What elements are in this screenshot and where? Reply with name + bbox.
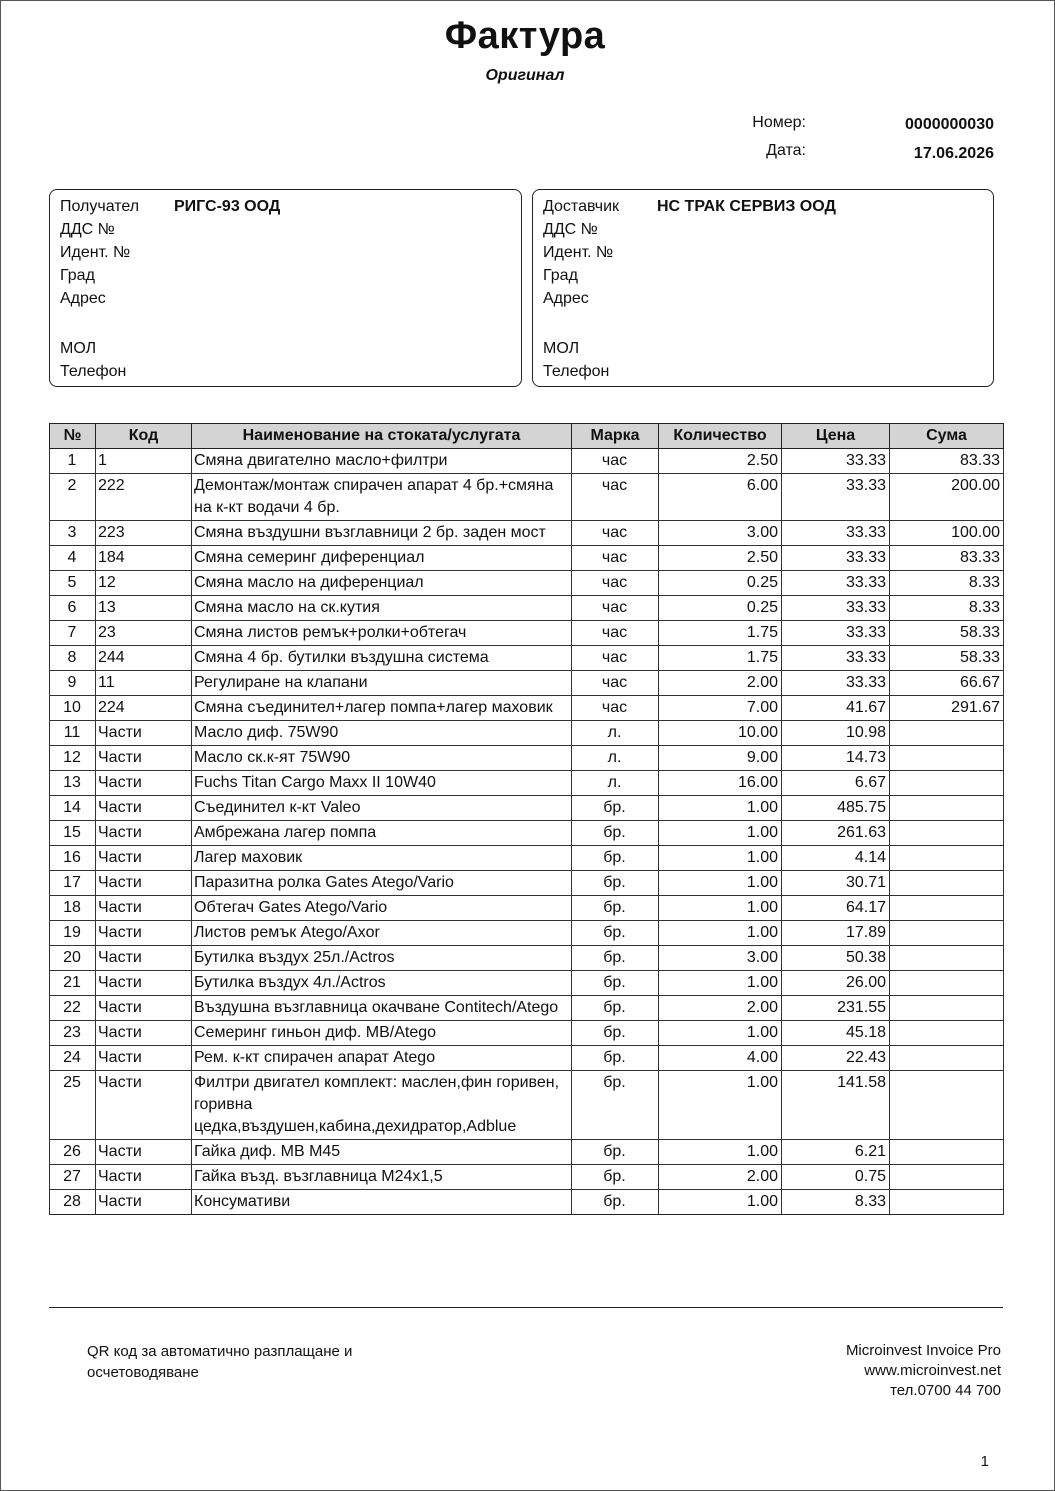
invoice-date: 17.06.2026 (913, 145, 994, 162)
row-quantity: 1.00 (659, 1140, 782, 1165)
row-name: Амбрежана лагер помпа (192, 821, 572, 846)
row-price: 17.89 (782, 921, 890, 946)
items-table (49, 423, 1004, 1215)
row-quantity: 2.00 (659, 671, 782, 696)
row-quantity: 1.00 (659, 821, 782, 846)
row-code: 13 (96, 596, 192, 621)
row-unit: бр. (572, 996, 659, 1021)
table-row (50, 646, 1004, 671)
table-row (50, 596, 1004, 621)
row-number: 21 (50, 971, 96, 996)
row-quantity: 0.25 (659, 596, 782, 621)
row-quantity: 6.00 (659, 474, 782, 521)
recipient-box (49, 189, 522, 387)
row-sum (890, 896, 1004, 921)
row-code: 11 (96, 671, 192, 696)
header-price: Цена (782, 424, 890, 449)
row-quantity: 1.00 (659, 1021, 782, 1046)
header-no: № (50, 424, 96, 449)
row-price: 64.17 (782, 896, 890, 921)
row-code: Части (96, 1165, 192, 1190)
row-sum (890, 1071, 1004, 1140)
row-sum: 8.33 (890, 596, 1004, 621)
row-quantity: 2.00 (659, 996, 782, 1021)
vendor-website: www.microinvest.net (864, 1362, 1001, 1379)
table-row (50, 846, 1004, 871)
row-sum (890, 821, 1004, 846)
row-price: 6.21 (782, 1140, 890, 1165)
row-unit: л. (572, 771, 659, 796)
row-name: Листов ремък Atego/Axor (192, 921, 572, 946)
row-price: 50.38 (782, 946, 890, 971)
row-number: 2 (50, 474, 96, 521)
row-quantity: 1.75 (659, 621, 782, 646)
supplier-vat-label: ДДС № (543, 221, 598, 238)
row-unit: час (572, 671, 659, 696)
row-price: 22.43 (782, 1046, 890, 1071)
row-name: Съединител к-кт Valeo (192, 796, 572, 821)
row-quantity: 3.00 (659, 946, 782, 971)
row-number: 7 (50, 621, 96, 646)
row-sum (890, 921, 1004, 946)
table-row (50, 621, 1004, 646)
row-number: 8 (50, 646, 96, 671)
row-price: 6.67 (782, 771, 890, 796)
row-quantity: 2.50 (659, 449, 782, 474)
row-number: 16 (50, 846, 96, 871)
row-sum (890, 996, 1004, 1021)
row-unit: бр. (572, 1140, 659, 1165)
row-number: 25 (50, 1071, 96, 1140)
row-name: Паразитна ролка Gates Atego/Vario (192, 871, 572, 896)
row-name: Смяна листов ремък+ролки+обтегач (192, 621, 572, 646)
row-number: 15 (50, 821, 96, 846)
row-unit: л. (572, 721, 659, 746)
row-unit: бр. (572, 846, 659, 871)
row-unit: бр. (572, 921, 659, 946)
row-sum (890, 871, 1004, 896)
table-row (50, 996, 1004, 1021)
row-price: 8.33 (782, 1190, 890, 1215)
row-number: 10 (50, 696, 96, 721)
row-unit: бр. (572, 796, 659, 821)
table-row (50, 1046, 1004, 1071)
row-number: 4 (50, 546, 96, 571)
row-code: 222 (96, 474, 192, 521)
row-number: 9 (50, 671, 96, 696)
supplier-id-label: Идент. № (543, 244, 614, 261)
row-quantity: 3.00 (659, 521, 782, 546)
row-name: Смяна двигателно масло+филтри (192, 449, 572, 474)
row-unit: час (572, 546, 659, 571)
row-price: 41.67 (782, 696, 890, 721)
row-name: Демонтаж/монтаж спирачен апарат 4 бр.+смяна на к-кт водачи 4 бр. (192, 474, 572, 521)
row-name: Масло ск.к-ят 75W90 (192, 746, 572, 771)
recipient-id-label: Идент. № (60, 244, 131, 261)
row-quantity: 4.00 (659, 1046, 782, 1071)
page-number: 1 (980, 1453, 989, 1470)
row-unit: бр. (572, 971, 659, 996)
table-row (50, 571, 1004, 596)
row-code: Части (96, 1140, 192, 1165)
recipient-city-label: Град (60, 267, 95, 284)
row-number: 26 (50, 1140, 96, 1165)
row-unit: л. (572, 746, 659, 771)
row-code: 184 (96, 546, 192, 571)
row-unit: час (572, 474, 659, 521)
table-row (50, 521, 1004, 546)
row-number: 18 (50, 896, 96, 921)
row-name: Филтри двигател комплект: маслен,фин горивен, горивна цедка,въздушен,кабина,дехидратор,Adblue (192, 1071, 572, 1140)
row-price: 33.33 (782, 621, 890, 646)
row-price: 141.58 (782, 1071, 890, 1140)
row-code: Части (96, 771, 192, 796)
row-code: Части (96, 821, 192, 846)
row-sum (890, 846, 1004, 871)
row-number: 19 (50, 921, 96, 946)
row-price: 261.63 (782, 821, 890, 846)
table-row (50, 896, 1004, 921)
supplier-mol-label: МОЛ (543, 340, 580, 357)
supplier-box (532, 189, 994, 387)
row-quantity: 1.00 (659, 1071, 782, 1140)
row-quantity: 1.00 (659, 846, 782, 871)
row-code: Части (96, 721, 192, 746)
row-sum (890, 1140, 1004, 1165)
row-code: Части (96, 796, 192, 821)
row-unit: бр. (572, 821, 659, 846)
row-unit: бр. (572, 1021, 659, 1046)
row-unit: час (572, 646, 659, 671)
document-subtitle: Оригинал (485, 67, 565, 84)
row-number: 11 (50, 721, 96, 746)
row-unit: бр. (572, 1046, 659, 1071)
recipient-label: Получател (60, 198, 140, 215)
row-sum: 58.33 (890, 646, 1004, 671)
row-name: Обтегач Gates Atego/Vario (192, 896, 572, 921)
row-sum (890, 1165, 1004, 1190)
row-name: Семеринг гиньон диф. MB/Atego (192, 1021, 572, 1046)
supplier-phone-label: Телефон (543, 363, 610, 380)
row-name: Смяна въздушни възглавници 2 бр. заден мост (192, 521, 572, 546)
row-quantity: 1.00 (659, 896, 782, 921)
row-code: Части (96, 996, 192, 1021)
row-sum (890, 1190, 1004, 1215)
row-code: Части (96, 846, 192, 871)
header-sum: Сума (890, 424, 1004, 449)
row-code: 23 (96, 621, 192, 646)
row-unit: бр. (572, 1190, 659, 1215)
row-quantity: 9.00 (659, 746, 782, 771)
row-unit: час (572, 621, 659, 646)
table-row (50, 474, 1004, 521)
recipient-address-label: Адрес (60, 290, 106, 307)
table-row (50, 696, 1004, 721)
row-number: 22 (50, 996, 96, 1021)
row-number: 12 (50, 746, 96, 771)
supplier-city-label: Град (543, 267, 578, 284)
row-quantity: 2.50 (659, 546, 782, 571)
header-name: Наименование на стоката/услугата (192, 424, 572, 449)
row-sum: 291.67 (890, 696, 1004, 721)
row-price: 33.33 (782, 546, 890, 571)
row-quantity: 1.00 (659, 921, 782, 946)
row-name: Бутилка въздух 25л./Actros (192, 946, 572, 971)
row-quantity: 7.00 (659, 696, 782, 721)
vendor-product: Microinvest Invoice Pro (845, 1342, 1001, 1359)
table-row (50, 771, 1004, 796)
row-code: 1 (96, 449, 192, 474)
row-sum: 83.33 (890, 449, 1004, 474)
table-row (50, 946, 1004, 971)
row-sum (890, 771, 1004, 796)
table-row (50, 546, 1004, 571)
items-body (50, 449, 1004, 1215)
row-unit: бр. (572, 871, 659, 896)
row-unit: час (572, 449, 659, 474)
row-number: 20 (50, 946, 96, 971)
row-sum: 100.00 (890, 521, 1004, 546)
supplier-label: Доставчик (543, 198, 620, 215)
row-number: 23 (50, 1021, 96, 1046)
supplier-name: НС ТРАК СЕРВИЗ ООД (657, 198, 836, 215)
row-name: Гайка диф. MB M45 (192, 1140, 572, 1165)
vendor-info (846, 1341, 1001, 1401)
supplier-address-label: Адрес (543, 290, 589, 307)
row-price: 45.18 (782, 1021, 890, 1046)
table-header-row (50, 424, 1004, 449)
row-price: 33.33 (782, 474, 890, 521)
table-row (50, 921, 1004, 946)
invoice-number-label: Номер: (752, 114, 806, 131)
row-quantity: 1.00 (659, 1190, 782, 1215)
row-name: Смяна съединител+лагер помпа+лагер маховик (192, 696, 572, 721)
table-row (50, 1021, 1004, 1046)
row-number: 24 (50, 1046, 96, 1071)
row-name: Смяна семеринг диференциал (192, 546, 572, 571)
header-quantity: Количество (659, 424, 782, 449)
row-code: 12 (96, 571, 192, 596)
vendor-phone: тел.0700 44 700 (890, 1382, 1001, 1399)
header-code: Код (96, 424, 192, 449)
row-sum (890, 1046, 1004, 1071)
row-name: Гайка възд. възглавница M24x1,5 (192, 1165, 572, 1190)
recipient-mol-label: МОЛ (60, 340, 97, 357)
table-row (50, 1140, 1004, 1165)
row-sum: 83.33 (890, 546, 1004, 571)
row-sum: 58.33 (890, 621, 1004, 646)
row-code: 244 (96, 646, 192, 671)
row-price: 33.33 (782, 596, 890, 621)
row-name: Регулиране на клапани (192, 671, 572, 696)
recipient-phone-label: Телефон (60, 363, 127, 380)
row-number: 17 (50, 871, 96, 896)
row-quantity: 1.00 (659, 871, 782, 896)
table-row (50, 746, 1004, 771)
row-name: Масло диф. 75W90 (192, 721, 572, 746)
row-name: Консумативи (192, 1190, 572, 1215)
row-code: Части (96, 946, 192, 971)
table-row (50, 871, 1004, 896)
row-price: 0.75 (782, 1165, 890, 1190)
table-row (50, 796, 1004, 821)
row-number: 27 (50, 1165, 96, 1190)
table-row (50, 971, 1004, 996)
row-code: 223 (96, 521, 192, 546)
recipient-vat-label: ДДС № (60, 221, 115, 238)
row-sum (890, 1021, 1004, 1046)
row-code: 224 (96, 696, 192, 721)
row-name: Fuchs Titan Cargo Maxx II 10W40 (192, 771, 572, 796)
row-price: 33.33 (782, 671, 890, 696)
row-code: Части (96, 1071, 192, 1140)
invoice-number: 0000000030 (905, 116, 994, 133)
row-unit: бр. (572, 1071, 659, 1140)
row-code: Части (96, 1190, 192, 1215)
row-quantity: 16.00 (659, 771, 782, 796)
row-code: Части (96, 746, 192, 771)
row-unit: час (572, 596, 659, 621)
table-row (50, 1190, 1004, 1215)
qr-caption: QR код за автоматично разплащане и осчетоводяване (87, 1343, 353, 1381)
row-quantity: 10.00 (659, 721, 782, 746)
row-price: 33.33 (782, 449, 890, 474)
row-name: Въздушна възглавница окачване Contitech/Atego (192, 996, 572, 1021)
row-sum (890, 721, 1004, 746)
row-code: Части (96, 871, 192, 896)
table-row (50, 1071, 1004, 1140)
row-number: 3 (50, 521, 96, 546)
row-sum (890, 746, 1004, 771)
row-unit: бр. (572, 1165, 659, 1190)
row-price: 33.33 (782, 571, 890, 596)
footer-divider (49, 1307, 1003, 1308)
row-code: Части (96, 921, 192, 946)
row-quantity: 0.25 (659, 571, 782, 596)
row-name: Смяна масло на ск.кутия (192, 596, 572, 621)
row-name: Лагер маховик (192, 846, 572, 871)
row-price: 231.55 (782, 996, 890, 1021)
row-code: Части (96, 896, 192, 921)
row-unit: час (572, 696, 659, 721)
row-code: Части (96, 1046, 192, 1071)
invoice-date-label: Дата: (766, 142, 806, 159)
row-code: Части (96, 1021, 192, 1046)
row-sum: 200.00 (890, 474, 1004, 521)
row-unit: час (572, 521, 659, 546)
row-unit: час (572, 571, 659, 596)
row-quantity: 1.75 (659, 646, 782, 671)
row-price: 14.73 (782, 746, 890, 771)
row-price: 30.71 (782, 871, 890, 896)
row-number: 28 (50, 1190, 96, 1215)
row-sum: 66.67 (890, 671, 1004, 696)
row-price: 485.75 (782, 796, 890, 821)
row-price: 26.00 (782, 971, 890, 996)
row-unit: бр. (572, 946, 659, 971)
table-row (50, 721, 1004, 746)
header-unit: Марка (572, 424, 659, 449)
row-number: 14 (50, 796, 96, 821)
row-name: Рем. к-кт спирачен апарат Atego (192, 1046, 572, 1071)
row-quantity: 2.00 (659, 1165, 782, 1190)
row-sum (890, 946, 1004, 971)
row-number: 1 (50, 449, 96, 474)
row-number: 5 (50, 571, 96, 596)
row-sum (890, 796, 1004, 821)
row-price: 10.98 (782, 721, 890, 746)
row-code: Части (96, 971, 192, 996)
table-row (50, 449, 1004, 474)
row-price: 33.33 (782, 646, 890, 671)
document-title: Фактура (444, 15, 606, 57)
row-name: Смяна масло на диференциал (192, 571, 572, 596)
row-quantity: 1.00 (659, 796, 782, 821)
row-unit: бр. (572, 896, 659, 921)
row-sum (890, 971, 1004, 996)
row-number: 13 (50, 771, 96, 796)
table-row (50, 671, 1004, 696)
row-name: Бутилка въздух 4л./Actros (192, 971, 572, 996)
row-name: Смяна 4 бр. бутилки въздушна система (192, 646, 572, 671)
row-number: 6 (50, 596, 96, 621)
row-price: 33.33 (782, 521, 890, 546)
table-row (50, 821, 1004, 846)
row-sum: 8.33 (890, 571, 1004, 596)
table-row (50, 1165, 1004, 1190)
recipient-name: РИГС-93 ООД (174, 198, 281, 215)
row-quantity: 1.00 (659, 971, 782, 996)
row-price: 4.14 (782, 846, 890, 871)
